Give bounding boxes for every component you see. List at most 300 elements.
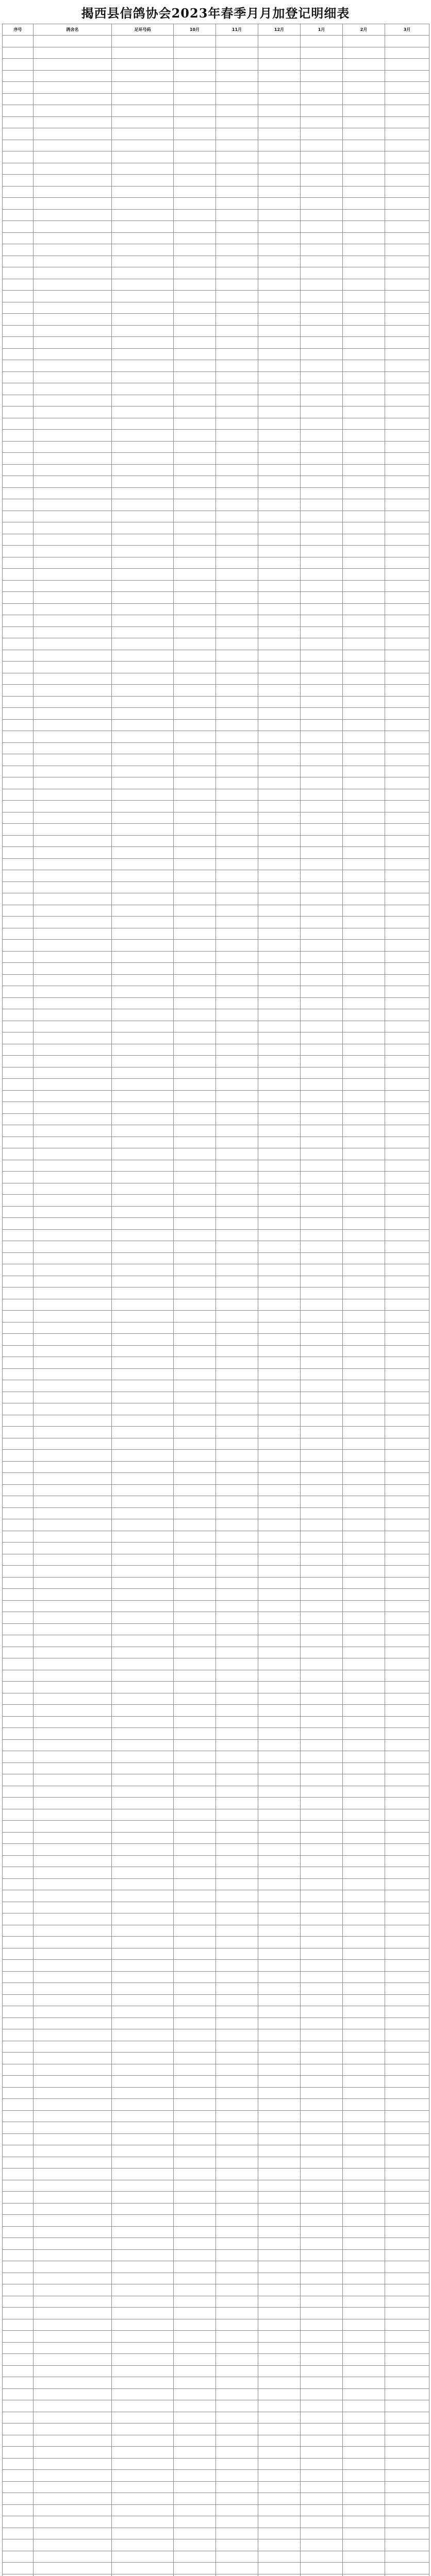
row-index-cell [3, 893, 34, 905]
check-mark-november [216, 1751, 258, 1763]
loft-name-cell [34, 719, 112, 731]
check-mark-november [216, 2133, 258, 2145]
check-mark-november [216, 2064, 258, 2076]
check-mark-march [385, 2076, 429, 2088]
check-mark-october [174, 1821, 216, 1833]
table-row [3, 1056, 429, 1067]
ring-number-cell [112, 1473, 174, 1485]
table-row [3, 2261, 429, 2273]
check-mark-january [301, 1322, 343, 1334]
ring-number-cell [112, 1855, 174, 1867]
check-mark-january [301, 719, 343, 731]
loft-name-cell [34, 267, 112, 279]
ring-number-cell [112, 2261, 174, 2273]
check-mark-march [385, 580, 429, 592]
check-mark-march [385, 1311, 429, 1323]
check-mark-march [385, 2064, 429, 2076]
loft-name-cell [34, 1380, 112, 1392]
loft-name-cell [34, 2145, 112, 2157]
check-mark-december [258, 430, 301, 442]
check-mark-march [385, 1960, 429, 1972]
check-mark-january [301, 2226, 343, 2238]
check-mark-january [301, 2563, 343, 2574]
check-mark-october [174, 2041, 216, 2053]
check-mark-january [301, 2481, 343, 2493]
ring-number-cell [112, 453, 174, 465]
loft-name-cell [34, 2412, 112, 2424]
check-mark-november [216, 2400, 258, 2412]
check-mark-october [174, 1693, 216, 1705]
ring-number-cell [112, 1264, 174, 1276]
check-mark-january [301, 1368, 343, 1380]
row-index-cell [3, 499, 34, 511]
ring-number-cell [112, 337, 174, 349]
table-row [3, 603, 429, 615]
check-mark-january [301, 638, 343, 650]
check-mark-december [258, 1600, 301, 1612]
check-mark-february [343, 1786, 385, 1798]
check-mark-november [216, 430, 258, 442]
check-mark-october [174, 140, 216, 151]
check-mark-february [343, 314, 385, 326]
check-mark-october [174, 1994, 216, 2006]
table-row [3, 1832, 429, 1844]
check-mark-december [258, 1577, 301, 1589]
loft-name-cell [34, 812, 112, 824]
table-row [3, 2226, 429, 2238]
check-mark-december [258, 1079, 301, 1091]
column-header-january: 1月 [301, 24, 343, 36]
ring-number-cell [112, 232, 174, 244]
row-index-cell [3, 221, 34, 233]
check-mark-october [174, 151, 216, 163]
check-mark-november [216, 2076, 258, 2088]
row-index-cell [3, 1125, 34, 1137]
loft-name-cell [34, 1867, 112, 1879]
ring-number-cell [112, 2377, 174, 2389]
check-mark-november [216, 2157, 258, 2168]
check-mark-january [301, 858, 343, 870]
table-row [3, 1484, 429, 1496]
check-mark-february [343, 1102, 385, 1114]
row-index-cell [3, 1925, 34, 1937]
row-index-cell [3, 2308, 34, 2319]
row-index-cell [3, 2180, 34, 2192]
loft-name-cell [34, 1357, 112, 1369]
check-mark-march [385, 1021, 429, 1032]
loft-name-cell [34, 383, 112, 395]
table-row [3, 406, 429, 418]
check-mark-november [216, 1994, 258, 2006]
ring-number-cell [112, 801, 174, 812]
check-mark-march [385, 766, 429, 777]
row-index-cell [3, 2516, 34, 2528]
check-mark-march [385, 1600, 429, 1612]
table-row [3, 2447, 429, 2459]
check-mark-november [216, 1102, 258, 1114]
check-mark-february [343, 2284, 385, 2296]
row-index-cell [3, 1218, 34, 1230]
check-mark-january [301, 430, 343, 442]
check-mark-january [301, 2412, 343, 2424]
check-mark-october [174, 1450, 216, 1462]
loft-name-cell [34, 1102, 112, 1114]
check-mark-november [216, 1090, 258, 1102]
check-mark-december [258, 1960, 301, 1972]
check-mark-december [258, 1067, 301, 1079]
ring-number-cell [112, 1287, 174, 1299]
check-mark-february [343, 2574, 385, 2576]
check-mark-march [385, 1786, 429, 1798]
check-mark-november [216, 2261, 258, 2273]
row-index-cell [3, 974, 34, 986]
check-mark-october [174, 1937, 216, 1948]
check-mark-march [385, 1056, 429, 1067]
ring-number-cell [112, 534, 174, 546]
ring-number-cell [112, 2099, 174, 2111]
check-mark-october [174, 487, 216, 499]
check-mark-october [174, 1461, 216, 1473]
ring-number-cell [112, 1218, 174, 1230]
check-mark-october [174, 2180, 216, 2192]
check-mark-october [174, 801, 216, 812]
loft-name-cell [34, 1948, 112, 1960]
check-mark-january [301, 256, 343, 267]
ring-number-cell [112, 2041, 174, 2053]
column-header-december: 12月 [258, 24, 301, 36]
check-mark-march [385, 1172, 429, 1183]
table-row [3, 1971, 429, 1983]
row-index-cell [3, 116, 34, 128]
table-row [3, 314, 429, 326]
check-mark-march [385, 754, 429, 766]
row-index-cell [3, 1658, 34, 1670]
check-mark-december [258, 163, 301, 175]
check-mark-december [258, 2296, 301, 2308]
check-mark-october [174, 1682, 216, 1693]
check-mark-october [174, 406, 216, 418]
check-mark-december [258, 232, 301, 244]
loft-name-cell [34, 82, 112, 94]
check-mark-november [216, 917, 258, 928]
check-mark-january [301, 1670, 343, 1682]
check-mark-march [385, 2110, 429, 2122]
check-mark-november [216, 116, 258, 128]
row-index-cell [3, 105, 34, 117]
table-row [3, 453, 429, 465]
check-mark-january [301, 441, 343, 453]
ring-number-cell [112, 186, 174, 198]
ring-number-cell [112, 476, 174, 488]
check-mark-january [301, 1937, 343, 1948]
loft-name-cell [34, 603, 112, 615]
check-mark-november [216, 406, 258, 418]
table-row [3, 719, 429, 731]
check-mark-october [174, 1032, 216, 1044]
check-mark-march [385, 128, 429, 140]
check-mark-january [301, 1902, 343, 1913]
check-mark-december [258, 1693, 301, 1705]
check-mark-january [301, 1855, 343, 1867]
table-row [3, 1670, 429, 1682]
ring-number-cell [112, 209, 174, 221]
check-mark-january [301, 1809, 343, 1821]
loft-name-cell [34, 337, 112, 349]
ring-number-cell [112, 626, 174, 638]
loft-name-cell [34, 2447, 112, 2459]
check-mark-october [174, 395, 216, 406]
check-mark-january [301, 105, 343, 117]
ring-number-cell [112, 59, 174, 71]
ring-number-cell [112, 662, 174, 673]
loft-name-cell [34, 1345, 112, 1357]
check-mark-december [258, 1380, 301, 1392]
row-index-cell [3, 638, 34, 650]
loft-name-cell [34, 2053, 112, 2064]
check-mark-november [216, 314, 258, 326]
check-mark-december [258, 928, 301, 940]
check-mark-march [385, 1531, 429, 1543]
check-mark-january [301, 232, 343, 244]
ring-number-cell [112, 2493, 174, 2505]
check-mark-november [216, 592, 258, 604]
check-mark-march [385, 1322, 429, 1334]
check-mark-december [258, 2458, 301, 2470]
check-mark-october [174, 940, 216, 952]
row-index-cell [3, 882, 34, 893]
check-mark-january [301, 905, 343, 917]
row-index-cell [3, 673, 34, 685]
check-mark-january [301, 1195, 343, 1207]
row-index-cell [3, 1589, 34, 1601]
check-mark-october [174, 2539, 216, 2551]
check-mark-december [258, 2041, 301, 2053]
check-mark-february [343, 557, 385, 569]
check-mark-december [258, 2273, 301, 2284]
check-mark-march [385, 348, 429, 360]
check-mark-january [301, 418, 343, 430]
check-mark-march [385, 2226, 429, 2238]
check-mark-january [301, 1218, 343, 1230]
check-mark-december [258, 986, 301, 998]
check-mark-january [301, 1913, 343, 1925]
check-mark-november [216, 2551, 258, 2563]
loft-name-cell [34, 662, 112, 673]
ring-number-cell [112, 685, 174, 697]
loft-name-cell [34, 1368, 112, 1380]
check-mark-february [343, 1183, 385, 1195]
ring-number-cell [112, 1137, 174, 1148]
check-mark-november [216, 244, 258, 256]
row-index-cell [3, 1334, 34, 1346]
ring-number-cell [112, 1647, 174, 1658]
check-mark-february [343, 870, 385, 882]
loft-name-cell [34, 1473, 112, 1485]
check-mark-february [343, 1172, 385, 1183]
check-mark-february [343, 198, 385, 210]
check-mark-february [343, 1798, 385, 1809]
check-mark-february [343, 70, 385, 82]
check-mark-december [258, 1044, 301, 1056]
check-mark-october [174, 731, 216, 743]
ring-number-cell [112, 1751, 174, 1763]
check-mark-february [343, 2539, 385, 2551]
check-mark-january [301, 1079, 343, 1091]
check-mark-january [301, 1311, 343, 1323]
check-mark-february [343, 2006, 385, 2018]
check-mark-february [343, 395, 385, 406]
check-mark-january [301, 1519, 343, 1531]
table-row [3, 1009, 429, 1021]
check-mark-february [343, 1484, 385, 1496]
row-index-cell [3, 1090, 34, 1102]
ring-number-cell [112, 267, 174, 279]
check-mark-february [343, 1392, 385, 1403]
check-mark-december [258, 2133, 301, 2145]
check-mark-october [174, 673, 216, 685]
check-mark-december [258, 441, 301, 453]
check-mark-february [343, 1867, 385, 1879]
check-mark-march [385, 1195, 429, 1207]
row-index-cell [3, 754, 34, 766]
check-mark-february [343, 2528, 385, 2539]
ring-number-cell [112, 1913, 174, 1925]
table-row [3, 997, 429, 1009]
ring-number-cell [112, 696, 174, 708]
table-row [3, 754, 429, 766]
check-mark-february [343, 997, 385, 1009]
table-row [3, 917, 429, 928]
table-row [3, 1450, 429, 1462]
check-mark-november [216, 1484, 258, 1496]
row-index-cell [3, 2041, 34, 2053]
loft-name-cell [34, 1461, 112, 1473]
check-mark-december [258, 2574, 301, 2576]
table-row [3, 128, 429, 140]
check-mark-october [174, 163, 216, 175]
row-index-cell [3, 1427, 34, 1438]
loft-name-cell [34, 2192, 112, 2204]
check-mark-january [301, 2284, 343, 2296]
check-mark-january [301, 47, 343, 59]
check-mark-march [385, 163, 429, 175]
check-mark-december [258, 2168, 301, 2180]
row-index-cell [3, 777, 34, 789]
table-row [3, 1774, 429, 1786]
table-body [3, 36, 429, 2576]
check-mark-february [343, 1647, 385, 1658]
check-mark-december [258, 1299, 301, 1311]
check-mark-march [385, 1148, 429, 1160]
check-mark-february [343, 128, 385, 140]
check-mark-october [174, 70, 216, 82]
check-mark-february [343, 1890, 385, 1902]
check-mark-october [174, 1345, 216, 1357]
ring-number-cell [112, 1937, 174, 1948]
check-mark-march [385, 2412, 429, 2424]
check-mark-october [174, 2308, 216, 2319]
table-row [3, 1148, 429, 1160]
table-row [3, 2064, 429, 2076]
check-mark-february [343, 1252, 385, 1264]
check-mark-january [301, 1113, 343, 1125]
check-mark-january [301, 2319, 343, 2331]
table-row [3, 847, 429, 859]
check-mark-october [174, 546, 216, 557]
check-mark-october [174, 615, 216, 627]
check-mark-february [343, 824, 385, 836]
loft-name-cell [34, 1519, 112, 1531]
check-mark-october [174, 1902, 216, 1913]
check-mark-march [385, 232, 429, 244]
check-mark-march [385, 1913, 429, 1925]
check-mark-march [385, 499, 429, 511]
ring-number-cell [112, 1554, 174, 1566]
loft-name-cell [34, 2435, 112, 2447]
check-mark-march [385, 314, 429, 326]
ring-number-cell [112, 2053, 174, 2064]
check-mark-february [343, 1450, 385, 1462]
check-mark-november [216, 1786, 258, 1798]
check-mark-march [385, 847, 429, 859]
table-row [3, 1566, 429, 1578]
table-row [3, 1600, 429, 1612]
row-index-cell [3, 1067, 34, 1079]
table-row [3, 2528, 429, 2539]
check-mark-january [301, 801, 343, 812]
check-mark-march [385, 2006, 429, 2018]
table-row [3, 1032, 429, 1044]
ring-number-cell [112, 2516, 174, 2528]
check-mark-january [301, 267, 343, 279]
check-mark-january [301, 1021, 343, 1032]
check-mark-november [216, 1519, 258, 1531]
check-mark-january [301, 662, 343, 673]
loft-name-cell [34, 163, 112, 175]
check-mark-november [216, 1380, 258, 1392]
check-mark-november [216, 2319, 258, 2331]
check-mark-march [385, 1287, 429, 1299]
loft-name-cell [34, 1635, 112, 1647]
check-mark-february [343, 2053, 385, 2064]
row-index-cell [3, 2539, 34, 2551]
check-mark-february [343, 1739, 385, 1751]
loft-name-cell [34, 2551, 112, 2563]
table-row [3, 1960, 429, 1972]
row-index-cell [3, 2273, 34, 2284]
row-index-cell [3, 1160, 34, 1172]
loft-name-cell [34, 1206, 112, 1218]
check-mark-november [216, 870, 258, 882]
check-mark-january [301, 383, 343, 395]
check-mark-october [174, 430, 216, 442]
check-mark-december [258, 905, 301, 917]
ring-number-cell [112, 1032, 174, 1044]
loft-name-cell [34, 2018, 112, 2029]
row-index-cell [3, 824, 34, 836]
check-mark-february [343, 487, 385, 499]
row-index-cell [3, 2365, 34, 2377]
check-mark-november [216, 2412, 258, 2424]
loft-name-cell [34, 232, 112, 244]
check-mark-january [301, 2018, 343, 2029]
check-mark-december [258, 615, 301, 627]
check-mark-october [174, 1044, 216, 1056]
check-mark-october [174, 2493, 216, 2505]
loft-name-cell [34, 1009, 112, 1021]
table-row [3, 302, 429, 314]
ring-number-cell [112, 1090, 174, 1102]
